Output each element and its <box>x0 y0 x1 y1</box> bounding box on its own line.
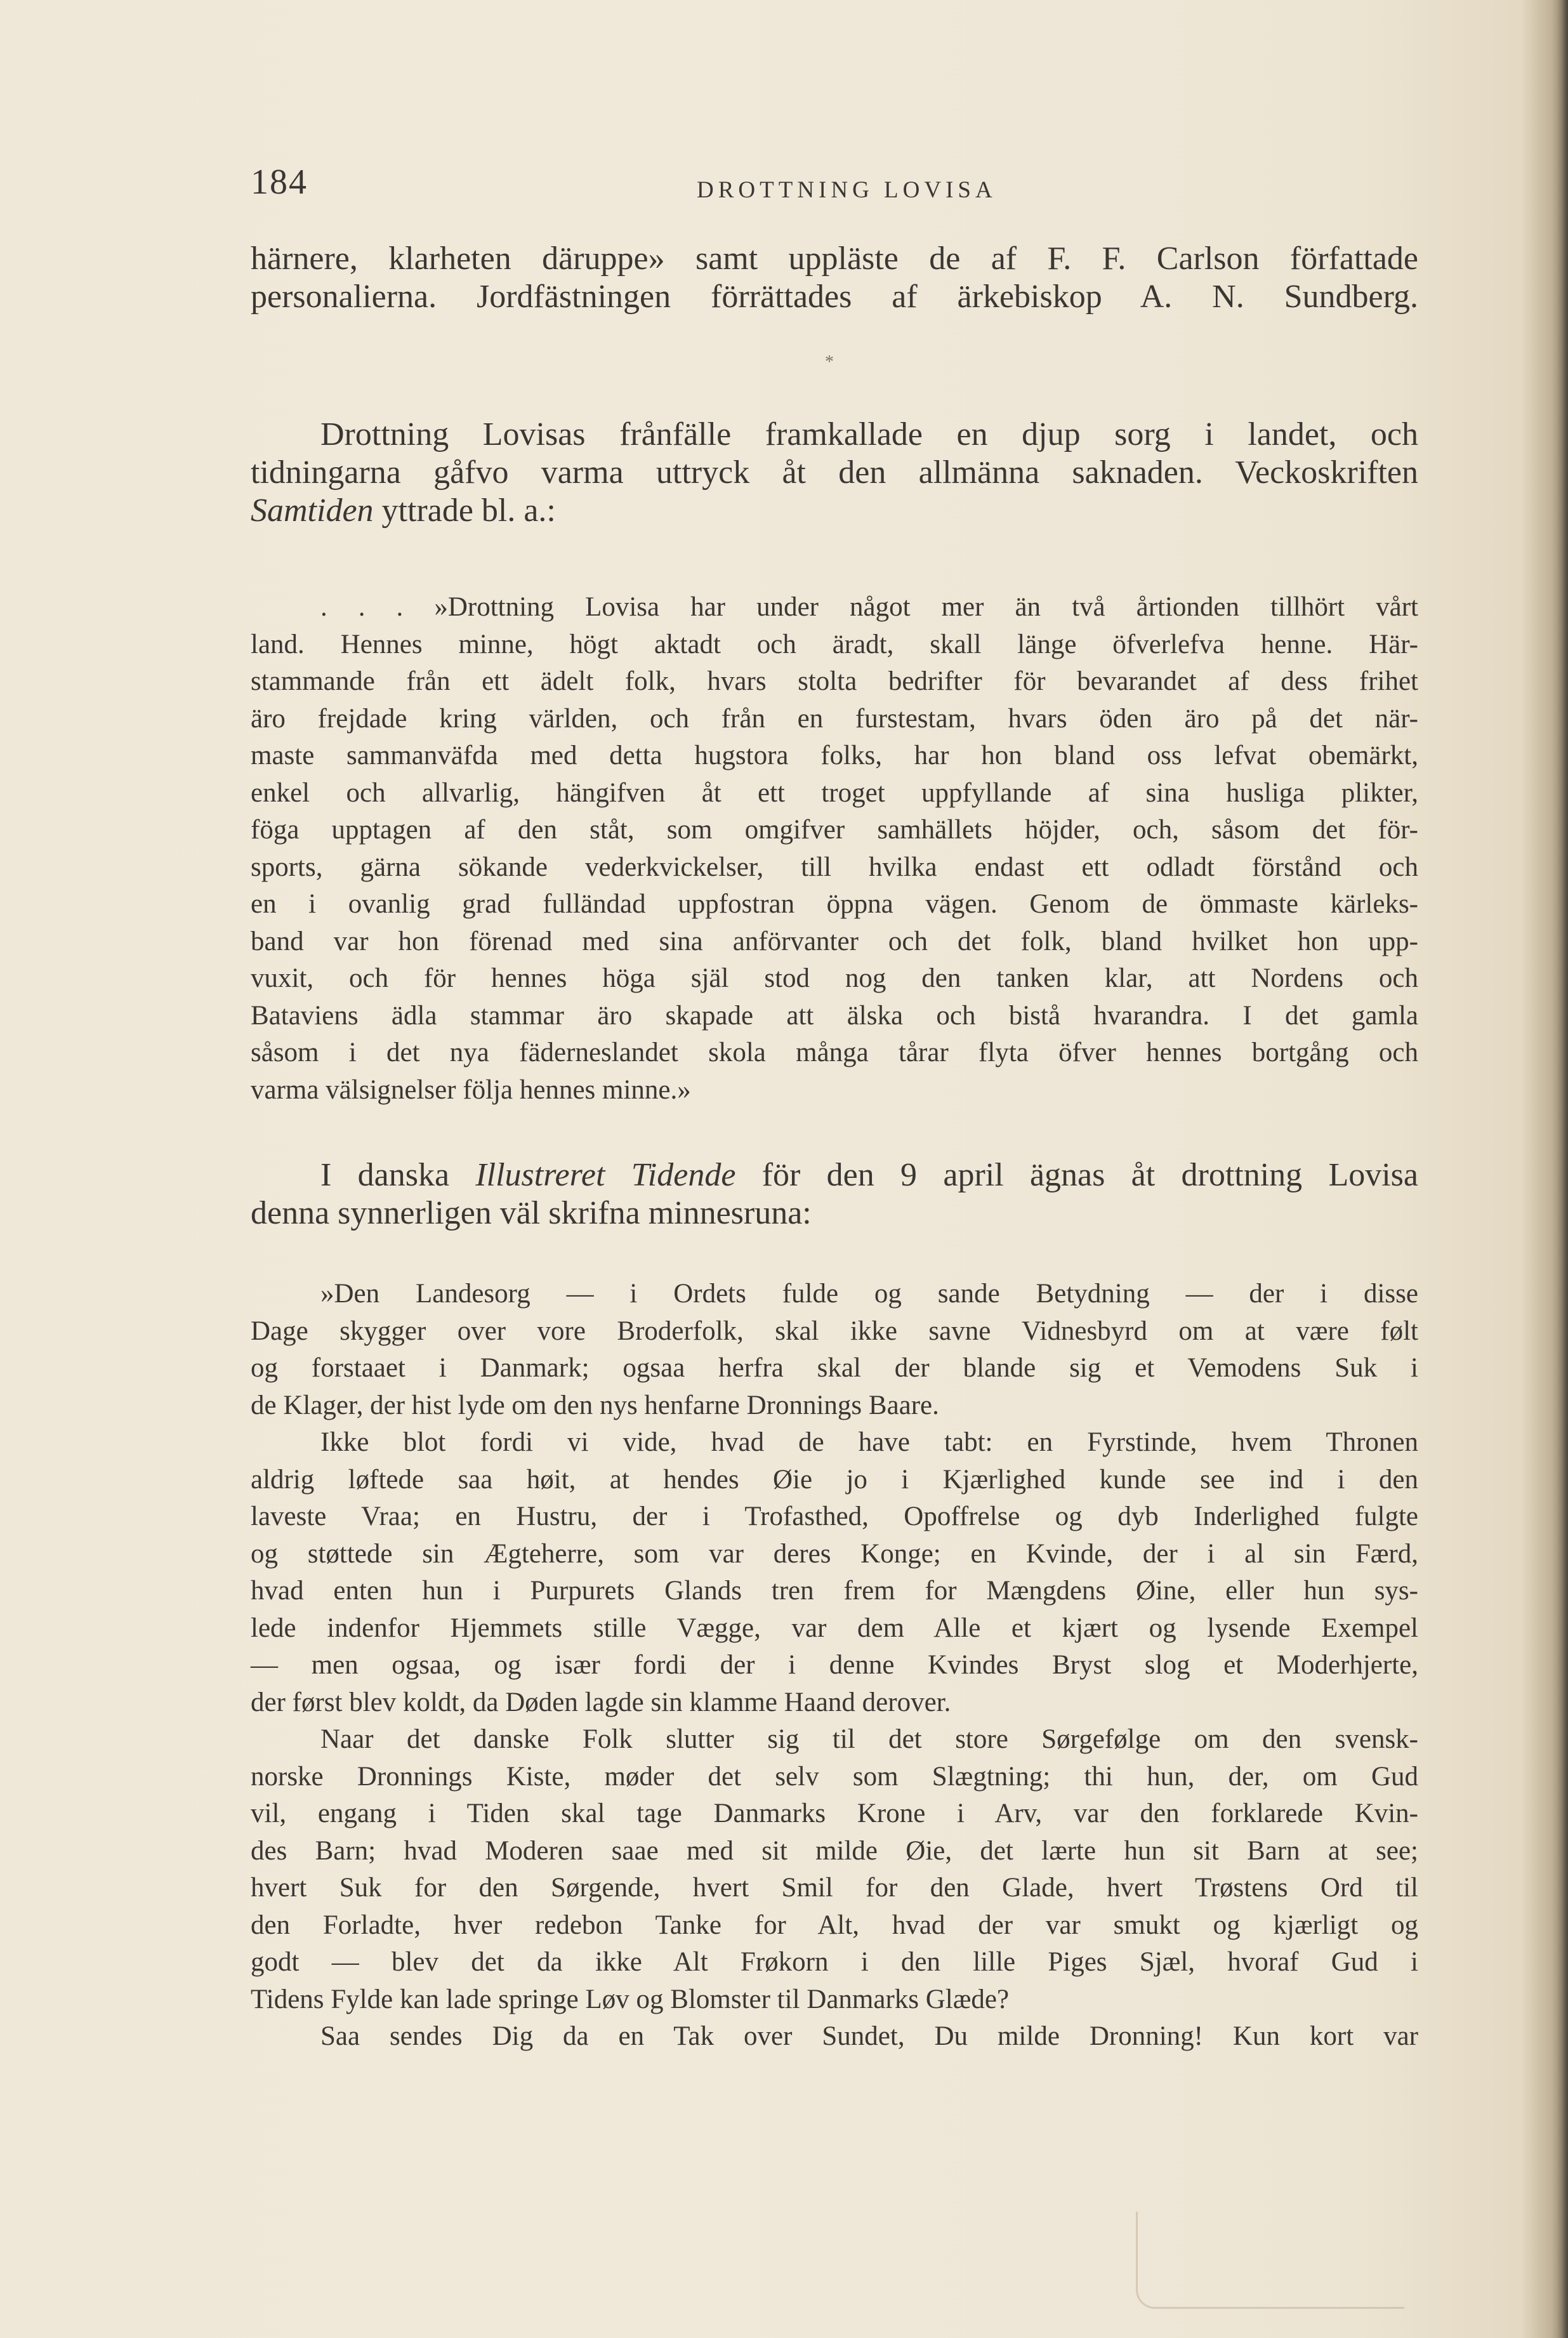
paragraph-illustreret <box>251 1156 1418 1232</box>
text-line <box>251 1156 1418 1194</box>
running-title: DROTTNING LOVISA <box>697 177 997 203</box>
text-line: des Barn; hvad Moderen saae med sit milde Øie, det lærte hun sit Barn at see; <box>251 1835 1418 1866</box>
text-line: härnere, klarheten däruppe» samt uppläste de af F. F. Carlson författade <box>251 241 1418 277</box>
text-line: Bataviens ädla stammar äro skapade att älska och bistå hvarandra. I det gamla <box>251 1000 1418 1031</box>
text-line: tidningarna gåfvo varma uttryck åt den allmänna saknaden. Veckoskriften <box>251 454 1418 491</box>
text-line: laveste Vraa; en Hustru, der i Trofasthed, Opoffrelse og dyb Inderlighed fulgte <box>251 1502 1418 1531</box>
paragraph-samtiden <box>251 416 1418 530</box>
page-edge-shadow <box>1552 0 1568 2338</box>
text-line: denna synnerligen väl skrifna minnesruna: <box>251 1195 812 1231</box>
text-line: og forstaaet i Danmark; ogsaa herfra skal der blande sig et Vemodens Suk i <box>251 1353 1418 1383</box>
intro-paragraph <box>251 240 1418 316</box>
text-line: sports, gärna sökande vederkvickelser, till hvilka endast ett odladt förstånd och <box>251 852 1418 882</box>
text-line: varma välsignelser följa hennes minne.» <box>251 1074 691 1105</box>
text-line: föga upptagen af den ståt, som omgifver samhällets höjder, och, såsom det för- <box>251 815 1418 845</box>
text-line: vil, engang i Tiden skal tage Danmarks Krone i Arv, var den forklarede Kvin- <box>251 1799 1418 1828</box>
text-line: maste sammanväfda med detta hugstora folks, har hon bland oss lefvat obemärkt, <box>251 741 1418 770</box>
quote-illustreret <box>251 1276 1418 2056</box>
text-line: norske Dronnings Kiste, møder det selv som Slægtning; thi hun, der, om Gud <box>251 1761 1418 1792</box>
text-line: en i ovanlig grad fulländad uppfostran öppna vägen. Genom de ömmaste kärleks- <box>251 889 1418 919</box>
text-fragment: för den 9 april ägnas åt drottning Lovisa <box>735 1157 1418 1193</box>
periodical-title: Samtiden <box>251 492 374 529</box>
text-line: Tidens Fylde kan lade springe Løv og Blomster til Danmarks Glæde? <box>251 1984 1010 2014</box>
text-line: lede indenfor Hjemmets stille Vægge, var dem Alle et kjært og lysende Exempel <box>251 1613 1418 1643</box>
text-line: vuxit, och för hennes höga själ stod nog den tanken klar, att Nordens och <box>251 963 1418 993</box>
text-line: äro frejdade kring världen, och från en furstestam, hvars öden äro på det när- <box>251 703 1418 734</box>
text-line: den Forladte, hver redebon Tanke for Alt, hvad der var smukt og kjærligt og <box>251 1910 1418 1940</box>
page-number: 184 <box>251 162 308 202</box>
section-ornament: * <box>825 352 834 372</box>
text-line: stammande från ett ädelt folk, hvars stolta bedrifter för bevarandet af dess frihet <box>251 666 1418 696</box>
text-line: godt — blev det da ikke Alt Frøkorn i den lille Piges Sjæl, hvoraf Gud i <box>251 1947 1418 1977</box>
text-line: — men ogsaa, og især fordi der i denne Kvindes Bryst slog et Moderhjerte, <box>251 1650 1418 1680</box>
text-fragment: I danska <box>320 1157 476 1193</box>
text-line: Naar det danske Folk slutter sig til det store Sørgefølge om den svensk- <box>320 1724 1418 1754</box>
text-fragment: yttrade bl. a.: <box>373 492 556 529</box>
text-line: Dage skygger over vore Broderfolk, skal ikke savne Vidnesbyrd om at være følt <box>251 1316 1418 1346</box>
text-line: hvert Suk for den Sørgende, hvert Smil for den Glade, hvert Trøstens Ord til <box>251 1873 1418 1903</box>
text-line: der først blev koldt, da Døden lagde sin klamme Haand derover. <box>251 1687 951 1717</box>
text-line: og støttede sin Ægteherre, som var deres Konge; en Kvinde, der i al sin Færd, <box>251 1538 1418 1569</box>
text-line: hvad enten hun i Purpurets Glands tren frem for Mængdens Øine, eller hun sys- <box>251 1576 1418 1606</box>
periodical-title: Illustreret Tidende <box>475 1157 736 1193</box>
text-line: Ikke blot fordi vi vide, hvad de have tabt: en Fyrstinde, hvem Thronen <box>320 1427 1418 1457</box>
page-corner-mark <box>1136 2212 1404 2309</box>
text-line: Saa sendes Dig da en Tak over Sundet, Du milde Dronning! Kun kort var <box>320 2021 1418 2051</box>
text-line: de Klager, der hist lyde om den nys henfarne Dronnings Baare. <box>251 1390 939 1420</box>
text-line: land. Hennes minne, högt aktadt och äradt, skall länge öfverlefva henne. Här- <box>251 629 1418 659</box>
text-line: Drottning Lovisas frånfälle framkallade en djup sorg i landet, och <box>320 416 1418 452</box>
text-line <box>251 492 1418 530</box>
text-line: »Den Landesorg — i Ordets fulde og sande Betydning — der i disse <box>320 1279 1418 1309</box>
text-line: såsom i det nya fäderneslandet skola många tårar flyta öfver hennes bortgång och <box>251 1038 1418 1067</box>
text-line: . . . »Drottning Lovisa har under något mer än två årtionden tillhört vårt <box>320 592 1418 622</box>
text-line: band var hon förenad med sina anförvanter och det folk, bland hvilket hon upp- <box>251 926 1418 956</box>
quote-samtiden <box>251 589 1418 1109</box>
text-line: personalierna. Jordfästningen förrättades af ärkebiskop A. N. Sundberg. <box>251 279 1418 315</box>
text-line: enkel och allvarlig, hängifven åt ett troget uppfyllande af sina husliga plikter, <box>251 777 1418 808</box>
text-line: aldrig løftede saa høit, at hendes Øie jo i Kjærlighed kunde see ind i den <box>251 1464 1418 1495</box>
